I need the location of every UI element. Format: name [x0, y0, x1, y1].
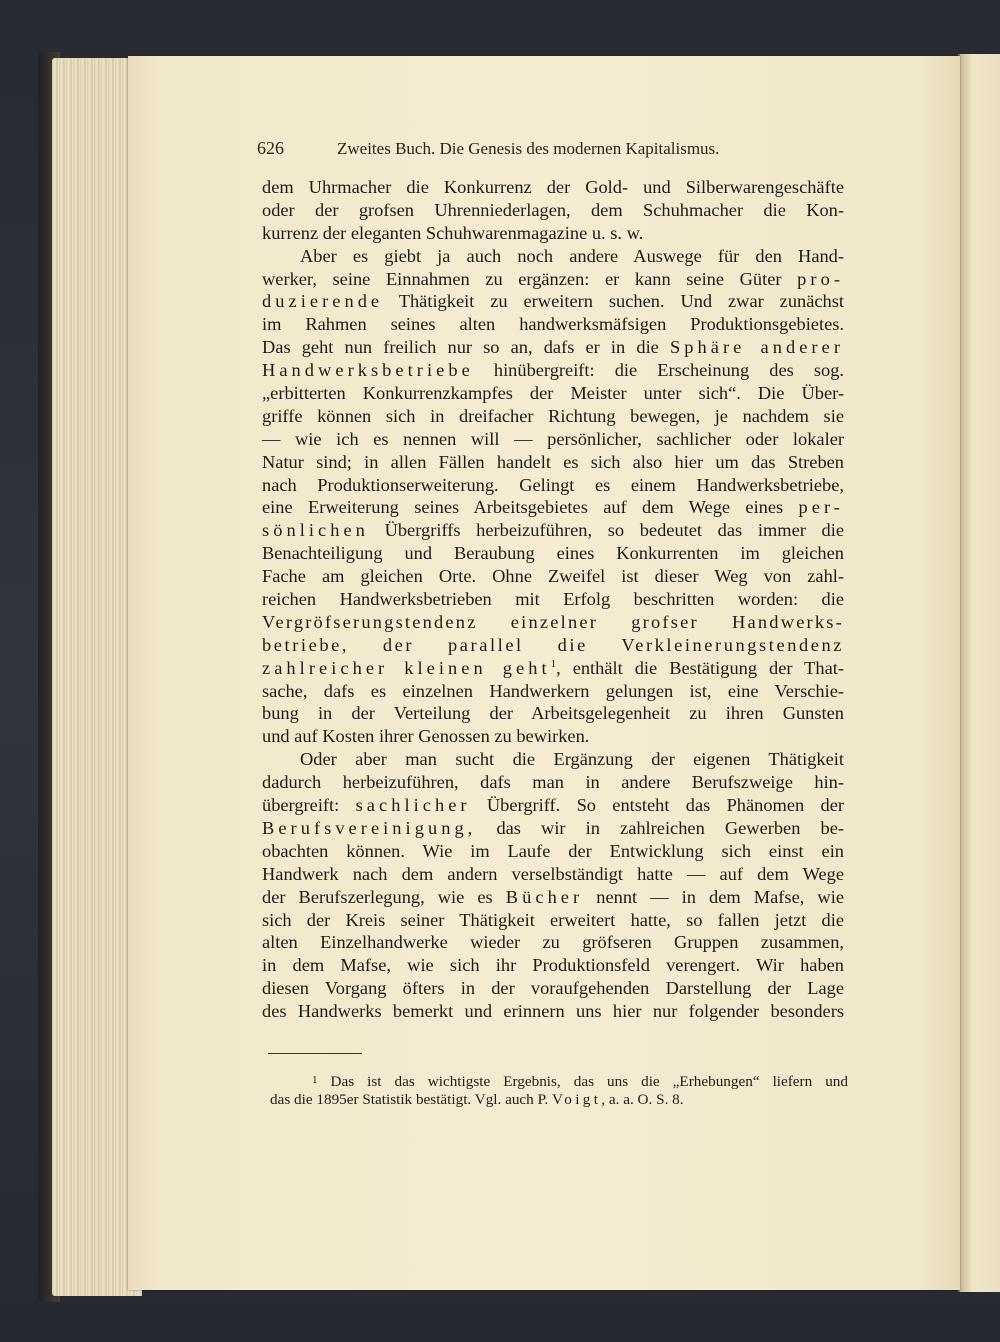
page-number: 626 [257, 138, 284, 158]
running-header [257, 138, 857, 159]
text-span: der Berufszerlegung, wie es [262, 886, 493, 907]
text-span: übergreift: [262, 795, 340, 816]
text-line: oder der grofsen Uhrenniederlagen, dem Schuhmacher die Kon- [262, 199, 844, 220]
text-line: griffe können sich in dreifacher Richtung bewegen, je nachdem sie [262, 405, 844, 426]
text-span: Das geht nun freilich nur so an, dafs er in die [262, 337, 659, 358]
footnote-reference[interactable]: 1 [550, 657, 557, 670]
footnote-line [270, 1090, 848, 1110]
text-line [262, 268, 844, 291]
footnote-divider [268, 1053, 362, 1054]
spaced-emphasis: Voigt [551, 1091, 602, 1108]
text-line: des Handwerks bemerkt und erinnern uns hier nur folgender besonders [262, 1001, 844, 1022]
text-line: sich der Kreis seiner Thätigkeit erweitert hatte, so fallen jetzt die [262, 909, 844, 930]
spaced-emphasis: Bücher [505, 886, 584, 907]
text-line: nach Produktionserweiterung. Gelingt es einem Handwerksbetriebe, [262, 474, 844, 495]
text-line: Benachteiligung und Beraubung eines Konkurrenten im gleichen [262, 543, 844, 564]
spaced-emphasis: duzierende [262, 291, 384, 312]
spaced-emphasis: sönlichen [262, 520, 369, 541]
text-line [262, 290, 844, 313]
text-span: nennt — in dem Mafse, wie [596, 886, 844, 907]
text-span: Das ist das wichtigste Ergebnis, das uns die „Erhebungen“ liefern und [330, 1073, 848, 1090]
spaced-emphasis: per- [798, 497, 844, 518]
text-line: Handwerk nach dem andern verselbständigt hatte — auf dem Wege [262, 863, 844, 884]
spaced-emphasis: zahlreicher kleinen geht [262, 657, 551, 678]
text-line: sache, dafs es einzelnen Handwerkern gelungen ist, eine Verschie- [262, 680, 844, 701]
text-line: diesen Vorgang öfters in der voraufgehenden Darstellung der Lage [262, 978, 844, 999]
text-line [262, 817, 844, 840]
text-span: , a. a. O. S. 8. [601, 1091, 684, 1108]
spaced-emphasis: Sphäre anderer [669, 337, 844, 358]
running-title: Zweites Buch. Die Genesis des modernen Kapitalismus. [337, 139, 720, 158]
text-span: hinübergreift: die Erscheinung des sog. [493, 360, 844, 381]
text-line [262, 657, 844, 680]
footnote-mark: 1 [312, 1074, 318, 1086]
text-line [262, 359, 844, 382]
text-line: alten Einzelhandwerke wieder zu gröfseren Gruppen zusammen, [262, 932, 844, 953]
text-line [262, 886, 844, 909]
text-line: obachten können. Wie im Laufe der Entwicklung sich einst ein [262, 840, 844, 861]
text-line [262, 794, 844, 817]
spaced-emphasis: Handwerksbetriebe [262, 360, 474, 381]
text-span: Thätigkeit zu erweitern suchen. Und zwar zunächst [398, 291, 845, 312]
text-line: Vergröfserungstendenz einzelner grofser Handwerks- [262, 611, 844, 632]
text-line: bung in der Verteilung der Arbeitsgelegenheit zu ihren Gunsten [262, 703, 844, 724]
text-line: Fache am gleichen Orte. Ohne Zweifel ist dieser Weg von zahl- [262, 566, 844, 587]
text-span: , enthält die Bestätigung der That- [556, 657, 845, 678]
spaced-emphasis: sachlicher [355, 795, 471, 816]
text-span: das wir in zahlreichen Gewerben be- [496, 817, 844, 838]
facing-page-edge [958, 54, 1000, 1292]
text-line [262, 336, 844, 359]
text-line: dadurch herbeizuführen, dafs man in andere Berufszweige hin- [262, 772, 844, 793]
text-line: und auf Kosten ihrer Genossen zu bewirken. [262, 726, 590, 747]
text-line [262, 496, 844, 519]
text-line [262, 519, 844, 542]
footnote-line [270, 1070, 848, 1090]
text-line: reichen Handwerksbetrieben mit Erfolg beschritten worden: die [262, 589, 844, 610]
text-line: Oder aber man sucht die Ergänzung der eigenen Thätigkeit [300, 749, 844, 770]
text-line: im Rahmen seines alten handwerksmäfsigen Produktionsgebietes. [262, 314, 844, 335]
body-text [262, 176, 844, 1023]
text-span: werker, seine Einnahmen zu ergänzen: er kann seine Güter [262, 268, 782, 289]
footnote [270, 1070, 848, 1110]
text-line: dem Uhrmacher die Konkurrenz der Gold- und Silberwarengeschäfte [262, 177, 844, 197]
text-span: eine Erweiterung seines Arbeitsgebietes auf dem Wege eines [262, 497, 784, 518]
text-span: das die 1895er Statistik bestätigt. Vgl. auch P. [270, 1091, 549, 1108]
text-span: Übergriffs herbeizuführen, so bedeutet das immer die [384, 520, 844, 541]
spaced-emphasis: pro- [797, 268, 844, 289]
spaced-emphasis: Berufsvereinigung, [262, 817, 477, 838]
text-line: Natur sind; in allen Fällen handelt es sich also hier um das Streben [262, 451, 844, 472]
text-line: Aber es giebt ja auch noch andere Auswege für den Hand- [300, 245, 844, 266]
text-span: Übergriff. So entsteht das Phänomen der [486, 795, 844, 816]
text-line: in dem Mafse, wie sich ihr Produktionsfeld verengert. Wir haben [262, 955, 844, 976]
text-line: betriebe, der parallel die Verkleinerungstendenz [262, 634, 844, 655]
text-line: „erbitterten Konkurrenzkampfes der Meister unter sich“. Die Über- [262, 383, 844, 404]
text-line: kurrenz der eleganten Schuhwarenmagazine u. s. w. [262, 222, 644, 243]
text-line: — wie ich es nennen will — persönlicher, sachlicher oder lokaler [262, 428, 844, 449]
